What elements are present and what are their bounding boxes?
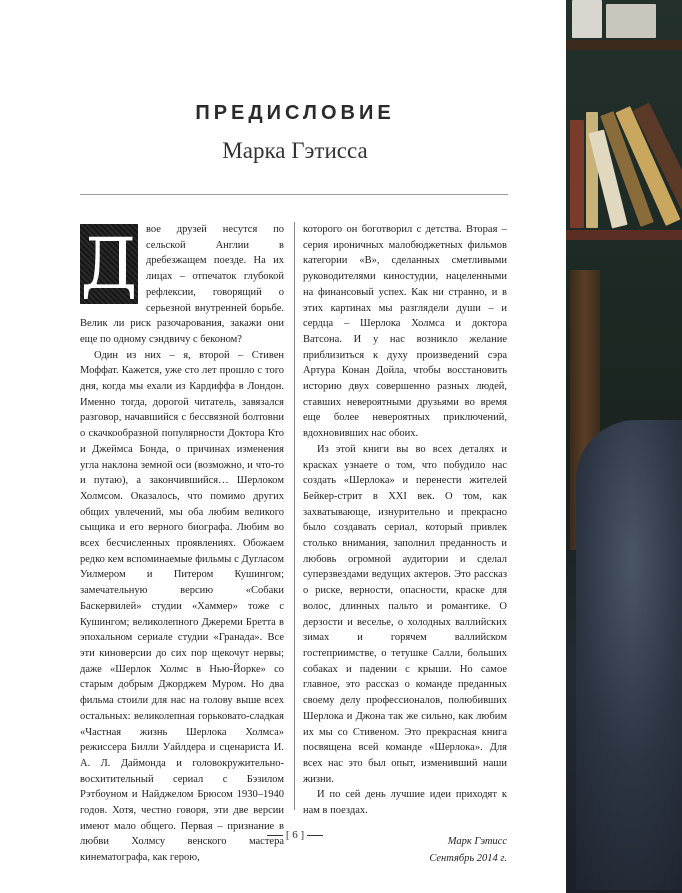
- paragraph: Из этой книги вы во всех деталях и красках узнаете о том, что побудило нас создать «Шерлока» и перенести жителей Бейкер-стрит в XXI век. О том, как захватывающе, изнурительно и прекрасно было создавать сериал, который привлек столько внимания, заполнил преданность и любовь огромной аудитории и сделал суперзвездами ведущих актеров. Это рассказ о риске, верности, опасности, краске для волос, длинных пальто и романтике. О дерзости и веселье, о холодных валлийских зимах и горячем валлийском гостеприимстве, о тетушке Салли, больших собаках и падении с крыши. Но самое главное, это рассказ о команде преданных своему делу профессионалов, полюбивших Шерлока и Джона так же сильно, как любим их мы со Стивеном. Это прекрасная книга посвящена всей команде «Шерлока». Для всех нас это был опыт, изменивший наши жизни.: [303, 443, 507, 785]
- right-column: [300, 222, 507, 867]
- shelf: [566, 40, 682, 50]
- page-number-bracket-right: ]: [300, 829, 305, 841]
- page-subtitle: Марка Гэтисса: [222, 138, 368, 163]
- page-title: ПРЕДИСЛОВИЕ: [195, 102, 395, 124]
- title-rule: [80, 194, 508, 195]
- column-divider: [294, 222, 295, 810]
- page-number: [255, 829, 335, 841]
- page-number-value: 6: [292, 829, 298, 841]
- bookshelf-photo: [566, 0, 682, 893]
- book: [572, 0, 602, 38]
- dash: [267, 835, 283, 836]
- book: [606, 4, 656, 38]
- left-column: [80, 222, 284, 866]
- dash: [307, 835, 323, 836]
- shelf: [566, 230, 682, 240]
- book: [586, 112, 598, 228]
- paragraph: вое друзей несутся по сельской Англии в дребезжащем поезде. На их лицах – отпечаток глубокой рефлексии, говорящий о серьезной внутренней борьбе. Велик ли риск разочарования, закажи они еще по одному сэндвичу с беконом?: [80, 224, 284, 345]
- signature-date: Сентябрь 2014 г.: [429, 852, 507, 864]
- person-jacket: [576, 420, 682, 890]
- paragraph: И по сей день лучшие идеи приходят к нам в поездах.: [303, 789, 507, 817]
- paragraph: которого он боготворил с детства. Вторая – серия ироничных малобюджетных фильмов категории «B», сделанных сметливыми руководителями киностудии, нацеленными на финансовый успех. Как ни странно, и в этих картинах мы разглядели души – и сердца – Шерлока Холмса и доктора Ватсона. И у нас возникло желание приблизиться к духу произведений сэра Артура Конан Дойла, чтобы восстановить историю двух совершенно разных людей, ставших невероятными друзьями во время еще более невероятных приключений, вдохновивших нас обоих.: [303, 224, 507, 440]
- drop-cap: Д: [80, 223, 138, 305]
- page-number-bracket-left: [: [285, 829, 290, 841]
- paragraph: Один из них – я, второй – Стивен Моффат. Кажется, уже сто лет прошло с того дня, когда мы ехали из Кардиффа в Лондон. Именно тогда, дорогой читатель, завязался разговор, начавшийся с бессвязной болтовни о скачкообразной популярности Доктора Кто и Джеймса Бонда, о причинах изменения угла наклона земной оси (возможно, и что-то и путаю), а закончившийся… Шерлоком Холмсом. Оказалось, что помимо других общих увлечений, мы оба любим великого сыщика и его верного биографа. Любим во всех бесчисленных проявлениях. Обожаем редко кем вспоминаемые фильмы с Дугласом Уилмером и Питером Кушингом; замечательную версию «Собаки Баскервилей» студии «Хаммер» тоже с Кушингом; великолепного Джереми Бретта в эпохальном сериале студии «Гранада». Все эти киноверсии до сих пор щекочут нервы; даже «Шерлок Холмс в Нью-Йорке» со старым добрым Джорджем Муром. Но два фильма стоили для нас на голову выше всех остальных: великолепная горьковато-сладкая «Частная жизнь Шерлока Холмса» режиссера Билли Уайлдера и сценариста И. А. Л. Даймонда и головокружительно-восхитительный сериал с Бэзилом Рэтбоуном и Найджелом Брюсом 1930–1940 годов. Хотя, честно говоря, эти две версии имеют мало общего. Первая – признание в любви Холмсу венского мастера кинематографа, как герою,: [80, 349, 284, 864]
- book: [570, 120, 584, 228]
- signature-name: Марк Гэтисс: [447, 835, 507, 847]
